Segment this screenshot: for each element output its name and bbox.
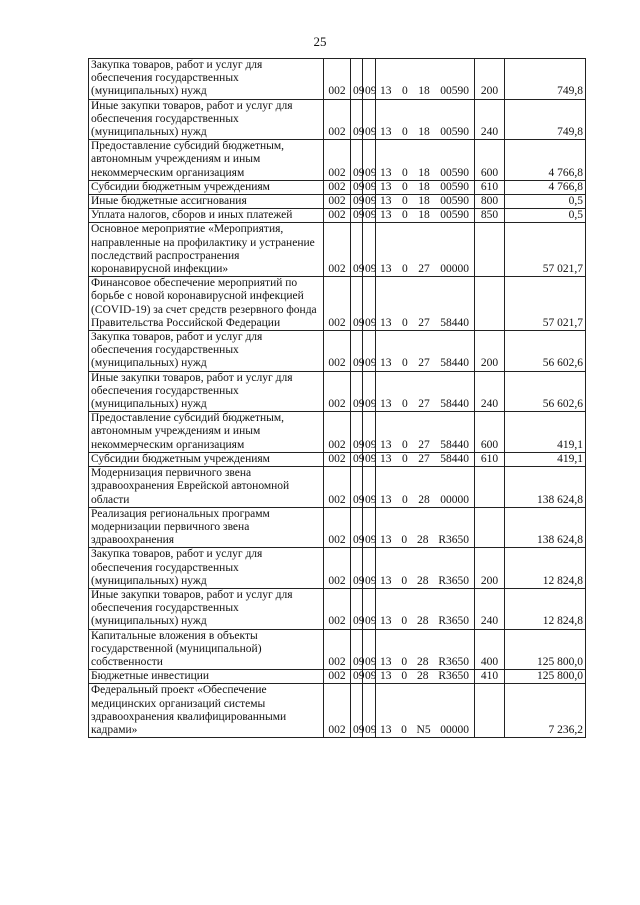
budget-table-body [89,59,586,738]
row-expense-type: 400 [475,629,505,670]
row-section: 09 [351,140,363,181]
target-article-parts [378,656,472,669]
target-article-part: 0 [402,452,408,465]
row-expense-type: 600 [475,412,505,453]
row-expense-type: 240 [475,588,505,629]
target-article-part: 18 [418,85,430,98]
target-article-parts [378,453,472,466]
target-article-parts [378,575,472,588]
target-article-part: 0 [402,263,408,276]
row-amount: 4 766,8 [505,180,586,194]
target-article-parts [378,85,472,98]
target-article-part: 13 [380,85,392,98]
row-name: Субсидии бюджетным учреждениям [89,180,324,194]
target-article-part: 27 [418,263,430,276]
row-section: 09 [351,59,363,100]
row-target-article [376,223,475,277]
row-admin-code: 002 [324,140,351,181]
row-target-article [376,629,475,670]
row-subsection: 09 [363,412,376,453]
row-target-article [376,670,475,684]
row-amount: 7 236,2 [505,684,586,738]
row-name: Уплата налогов, сборов и иных платежей [89,209,324,223]
row-section: 09 [351,452,363,466]
row-target-article [376,588,475,629]
row-expense-type [475,223,505,277]
row-target-article [376,180,475,194]
target-article-part: 58440 [440,316,469,329]
target-article-part: 28 [416,534,429,547]
target-article-part: 13 [380,316,392,329]
row-section: 09 [351,412,363,453]
row-expense-type: 200 [475,548,505,589]
target-article-part: 0 [402,166,408,179]
target-article-parts [378,439,472,452]
target-article-part: R3650 [438,670,469,683]
row-expense-type: 410 [475,670,505,684]
row-admin-code: 002 [324,59,351,100]
row-amount: 56 602,6 [505,331,586,372]
row-target-article [376,452,475,466]
table-row [89,670,586,684]
row-subsection: 09 [363,209,376,223]
target-article-part: 27 [418,438,430,451]
page-number: 25 [313,34,327,49]
row-name: Субсидии бюджетным учреждениям [89,452,324,466]
row-subsection: 09 [363,180,376,194]
row-expense-type: 200 [475,331,505,372]
row-amount: 749,8 [505,59,586,100]
row-admin-code: 002 [324,452,351,466]
row-admin-code: 002 [324,548,351,589]
target-article-part: 13 [380,670,392,683]
table-row [89,588,586,629]
row-section: 09 [351,684,363,738]
row-name: Иные закупки товаров, работ и услуг для обеспечения государственных (муниципальных) нужд [89,99,324,140]
row-amount: 57 021,7 [505,277,586,331]
row-target-article [376,507,475,548]
target-article-part: 00000 [440,263,469,276]
table-row [89,452,586,466]
target-article-part: 0 [401,534,408,547]
table-row [89,548,586,589]
row-section: 09 [351,548,363,589]
target-article-part: 00590 [440,180,469,193]
target-article-part: 58440 [440,438,469,451]
row-expense-type: 600 [475,140,505,181]
row-admin-code: 002 [324,277,351,331]
target-article-part: 13 [380,493,392,506]
row-name: Капитальные вложения в объекты государственной (муниципальной) собственности [89,629,324,670]
row-subsection: 09 [363,371,376,412]
row-subsection: 09 [363,629,376,670]
row-expense-type [475,277,505,331]
row-subsection: 09 [363,467,376,508]
target-article-part: 18 [418,209,430,222]
target-article-part: 13 [380,655,392,668]
row-name: Бюджетные инвестиции [89,670,324,684]
row-section: 09 [351,670,363,684]
row-admin-code: 002 [324,467,351,508]
table-row [89,507,586,548]
target-article-part: 13 [380,615,392,628]
target-article-part: 0 [401,723,407,736]
target-article-part: 13 [380,180,392,193]
row-admin-code: 002 [324,412,351,453]
row-amount: 138 624,8 [505,467,586,508]
target-article-part: 28 [416,655,429,668]
target-article-part: 0 [402,85,408,98]
target-article-part: 0 [402,357,408,370]
target-article-part: 0 [402,398,408,411]
row-admin-code: 002 [324,629,351,670]
row-expense-type [475,467,505,508]
row-subsection: 09 [363,331,376,372]
target-article-parts [378,534,472,547]
row-expense-type: 200 [475,59,505,100]
target-article-parts [378,167,472,180]
row-name: Иные закупки товаров, работ и услуг для обеспечения государственных (муниципальных) нужд [89,371,324,412]
target-article-part: 18 [418,195,430,208]
row-admin-code: 002 [324,331,351,372]
target-article-part: 13 [380,574,392,587]
target-article-part: 18 [418,126,430,139]
target-article-part: 0 [401,574,408,587]
row-expense-type: 240 [475,99,505,140]
target-article-part: 0 [402,180,408,193]
row-subsection: 09 [363,507,376,548]
row-subsection: 09 [363,59,376,100]
row-target-article [376,412,475,453]
target-article-part: 18 [418,180,430,193]
target-article-part: 13 [380,398,392,411]
row-admin-code: 002 [324,588,351,629]
target-article-part: 00000 [440,493,469,506]
target-article-parts [378,398,472,411]
table-row [89,195,586,209]
row-admin-code: 002 [324,507,351,548]
target-article-part: 58440 [440,452,469,465]
row-target-article [376,59,475,100]
target-article-parts [378,263,472,276]
row-name: Иные бюджетные ассигнования [89,195,324,209]
target-article-part: 0 [402,438,408,451]
target-article-part: 13 [380,126,392,139]
target-article-part: 0 [401,615,408,628]
row-section: 09 [351,99,363,140]
row-subsection: 09 [363,588,376,629]
target-article-part: 28 [416,670,429,683]
target-article-part: 00590 [440,85,469,98]
row-target-article [376,371,475,412]
target-article-part: 27 [418,316,430,329]
target-article-part: 27 [418,398,430,411]
row-name: Предоставление субсидий бюджетным, автономным учреждениям и иным некоммерческим организациям [89,412,324,453]
row-amount: 749,8 [505,99,586,140]
row-target-article [376,467,475,508]
row-subsection: 09 [363,452,376,466]
row-name: Предоставление субсидий бюджетным, автономным учреждениям и иным некоммерческим организациям [89,140,324,181]
target-article-part: R3650 [438,615,469,628]
row-amount: 138 624,8 [505,507,586,548]
row-amount: 4 766,8 [505,140,586,181]
table-row [89,412,586,453]
row-amount: 12 824,8 [505,588,586,629]
target-article-parts [378,724,472,737]
target-article-parts [378,615,472,628]
row-admin-code: 002 [324,223,351,277]
row-admin-code: 002 [324,684,351,738]
row-subsection: 09 [363,277,376,331]
row-name: Финансовое обеспечение мероприятий по борьбе с новой коронавирусной инфекцией (COVID-19) за счет средств резервного фонда Правительства Российской Федерации [89,277,324,331]
row-section: 09 [351,588,363,629]
target-article-part: 00590 [440,195,469,208]
row-target-article [376,209,475,223]
row-target-article [376,277,475,331]
row-subsection: 09 [363,548,376,589]
target-article-part: 00590 [440,126,469,139]
target-article-part: 13 [380,357,392,370]
target-article-part: 00590 [440,166,469,179]
row-target-article [376,140,475,181]
target-article-part: 0 [401,655,408,668]
table-row [89,629,586,670]
row-name: Модернизация первичного звена здравоохранения Еврейской автономной области [89,467,324,508]
row-expense-type [475,507,505,548]
row-target-article [376,99,475,140]
target-article-part: 58440 [440,398,469,411]
target-article-part: 0 [402,316,408,329]
target-article-part: R3650 [438,574,469,587]
row-amount: 0,5 [505,195,586,209]
row-section: 09 [351,371,363,412]
row-amount: 0,5 [505,209,586,223]
target-article-part: 0 [401,670,408,683]
row-section: 09 [351,209,363,223]
target-article-part: R3650 [438,534,469,547]
table-row [89,684,586,738]
row-expense-type [475,684,505,738]
target-article-part: 28 [416,615,429,628]
target-article-parts [378,209,472,222]
target-article-part: 13 [380,195,392,208]
target-article-parts [378,195,472,208]
row-amount: 125 800,0 [505,629,586,670]
row-expense-type: 240 [475,371,505,412]
target-article-parts [378,317,472,330]
target-article-part: 0 [402,209,408,222]
row-section: 09 [351,507,363,548]
row-name: Реализация региональных программ модернизации первичного звена здравоохранения [89,507,324,548]
row-section: 09 [351,195,363,209]
target-article-parts [378,181,472,194]
table-row [89,180,586,194]
row-admin-code: 002 [324,670,351,684]
row-section: 09 [351,223,363,277]
target-article-part: 28 [418,493,430,506]
row-amount: 12 824,8 [505,548,586,589]
target-article-part: 13 [380,534,392,547]
row-admin-code: 002 [324,195,351,209]
row-expense-type: 800 [475,195,505,209]
table-row [89,209,586,223]
row-expense-type: 850 [475,209,505,223]
target-article-part: 13 [380,438,392,451]
target-article-part: 0 [402,126,408,139]
row-admin-code: 002 [324,99,351,140]
row-section: 09 [351,331,363,372]
row-section: 09 [351,467,363,508]
target-article-part: 18 [418,166,430,179]
row-admin-code: 002 [324,209,351,223]
row-name: Закупка товаров, работ и услуг для обеспечения государственных (муниципальных) нужд [89,59,324,100]
row-section: 09 [351,277,363,331]
target-article-part: 58440 [440,357,469,370]
row-target-article [376,195,475,209]
row-subsection: 09 [363,195,376,209]
target-article-part: 0 [402,493,408,506]
target-article-parts [378,126,472,139]
row-name: Основное мероприятие «Мероприятия, направленные на профилактику и устранение последствий распространения коронавирусной инфекции» [89,223,324,277]
row-subsection: 09 [363,223,376,277]
row-subsection: 09 [363,140,376,181]
row-subsection: 09 [363,684,376,738]
row-target-article [376,331,475,372]
row-amount: 419,1 [505,412,586,453]
row-subsection: 09 [363,670,376,684]
target-article-parts [378,494,472,507]
row-expense-type: 610 [475,452,505,466]
row-amount: 125 800,0 [505,670,586,684]
target-article-part: 28 [416,574,429,587]
table-row [89,331,586,372]
row-subsection: 09 [363,99,376,140]
target-article-part: 27 [418,452,430,465]
target-article-part: 0 [402,195,408,208]
table-row [89,59,586,100]
target-article-part: 13 [380,166,392,179]
table-row [89,99,586,140]
target-article-part: 13 [380,209,392,222]
target-article-part: 00590 [440,209,469,222]
target-article-part: N5 [416,723,431,736]
target-article-part: R3650 [438,655,469,668]
row-amount: 57 021,7 [505,223,586,277]
budget-table [88,58,586,738]
table-row [89,223,586,277]
target-article-parts [378,357,472,370]
row-amount: 419,1 [505,452,586,466]
row-admin-code: 002 [324,180,351,194]
target-article-parts [378,670,472,683]
table-row [89,371,586,412]
target-article-part: 13 [380,452,392,465]
target-article-part: 00000 [440,723,469,736]
row-amount: 56 602,6 [505,371,586,412]
table-row [89,140,586,181]
row-target-article [376,548,475,589]
row-target-article [376,684,475,738]
target-article-part: 13 [380,263,392,276]
row-admin-code: 002 [324,371,351,412]
table-row [89,467,586,508]
row-name: Закупка товаров, работ и услуг для обеспечения государственных (муниципальных) нужд [89,548,324,589]
target-article-part: 13 [380,723,392,736]
table-row [89,277,586,331]
row-section: 09 [351,180,363,194]
row-section: 09 [351,629,363,670]
row-name: Закупка товаров, работ и услуг для обеспечения государственных (муниципальных) нужд [89,331,324,372]
row-name: Иные закупки товаров, работ и услуг для обеспечения государственных (муниципальных) нужд [89,588,324,629]
row-expense-type: 610 [475,180,505,194]
row-name: Федеральный проект «Обеспечение медицинских организаций системы здравоохранения квалифицированными кадрами» [89,684,324,738]
target-article-part: 27 [418,357,430,370]
